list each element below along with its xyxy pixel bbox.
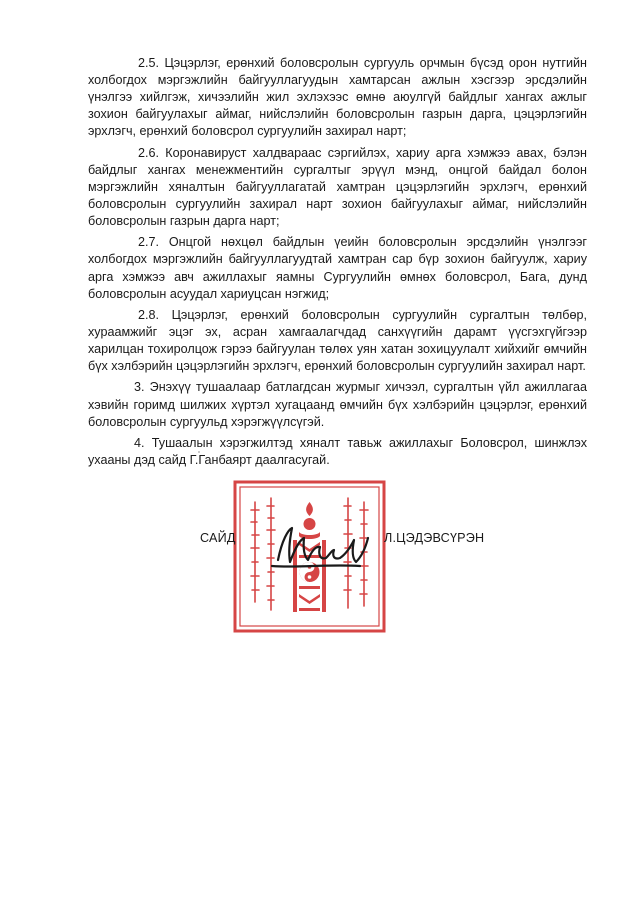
signature-line bbox=[0, 531, 638, 551]
paragraph-2-7: 2.7. Онцгой нөхцөл байдлын үеийн боловсролын эрсдэлийн үнэлгээг холбогдох мэргэжлийн байгууллагуудтай хамтран сар бүр зохион байгуулж, хариу арга хэмжээ авч ажиллахыг яамны Сургуулийн өмнөх боловсрол, Бага, дунд боловсролын асуудал хариуцсан нэгжид; bbox=[88, 235, 587, 301]
document-body bbox=[88, 55, 587, 473]
paragraph-2-8: 2.8. Цэцэрлэг, ерөнхий боловсролын сургуулийн сургалтын төлбөр, хураамжийг эцэг эх, асран хамгаалагчдад санхүүгийн дарамт үүсгэхгүйгээр харилцан тохиролцож гэрээ байгуулан төлөх уян хатан зохицуулалт хийхийг өмчийн бүх хэлбэрийн цэцэрлэгийн эрхлэгч, ерөнхий боловсролын сургуулийн захирал нарт. bbox=[88, 307, 587, 374]
signatory-name: Л.ЦЭДЭВСҮРЭН bbox=[384, 531, 485, 545]
paragraph-2-6: 2.6. Коронавируст халдвараас сэргийлэх, хариу арга хэмжээ авах, бэлэн байдлыг хангах менежментийн сургалтыг эрүүл мэнд, онцгой байдал болон мэргэжлийн хяналтын байгууллагатай хамтран цэцэрлэгийн эрхлэгч, ерөнхий боловсролын сургуулийн захирал нарт зохион байгуулахыг аймаг, нийслэлийн боловсролын газрын дарга нарт; bbox=[88, 145, 587, 229]
paragraph-3: 3. Энэхүү тушаалаар батлагдсан журмыг хичээл, сургалтын үйл ажиллагаа хэвийн горимд шилжих хүртэл хугацаанд өмчийн бүх хэлбэрийн цэцэрлэг, ерөнхий боловсролын сургуульд хэрэгжүүлсүгэй. bbox=[88, 380, 587, 429]
paragraph-2-5: 2.5. Цэцэрлэг, ерөнхий боловсролын сургууль орчмын бүсэд орон нутгийн холбогдох мэргэжлийн байгууллагуудын хамтарсан ажлын хэсгээр эрсдэлийн үнэлгээ хийлгэж, хичээлийн жил эхлэхээс өмнө аюулгүй байдлыг хангах ажлыг зохион байгуулахыг аймаг, нийслэлийн боловсролын газрын дарга, цэцэрлэгийн эрхлэгч, ерөнхий боловсрол сургуулийн захирал нарт; bbox=[88, 56, 587, 139]
signatory-title: САЙД bbox=[200, 531, 236, 545]
scan-speck bbox=[198, 451, 200, 453]
paragraph-4: 4. Тушаалын хэрэгжилтэд хяналт тавьж ажиллахыг Боловсрол, шинжлэх ухааны дэд сайд Г.Ганбаярт даалгасугай. bbox=[88, 435, 587, 467]
